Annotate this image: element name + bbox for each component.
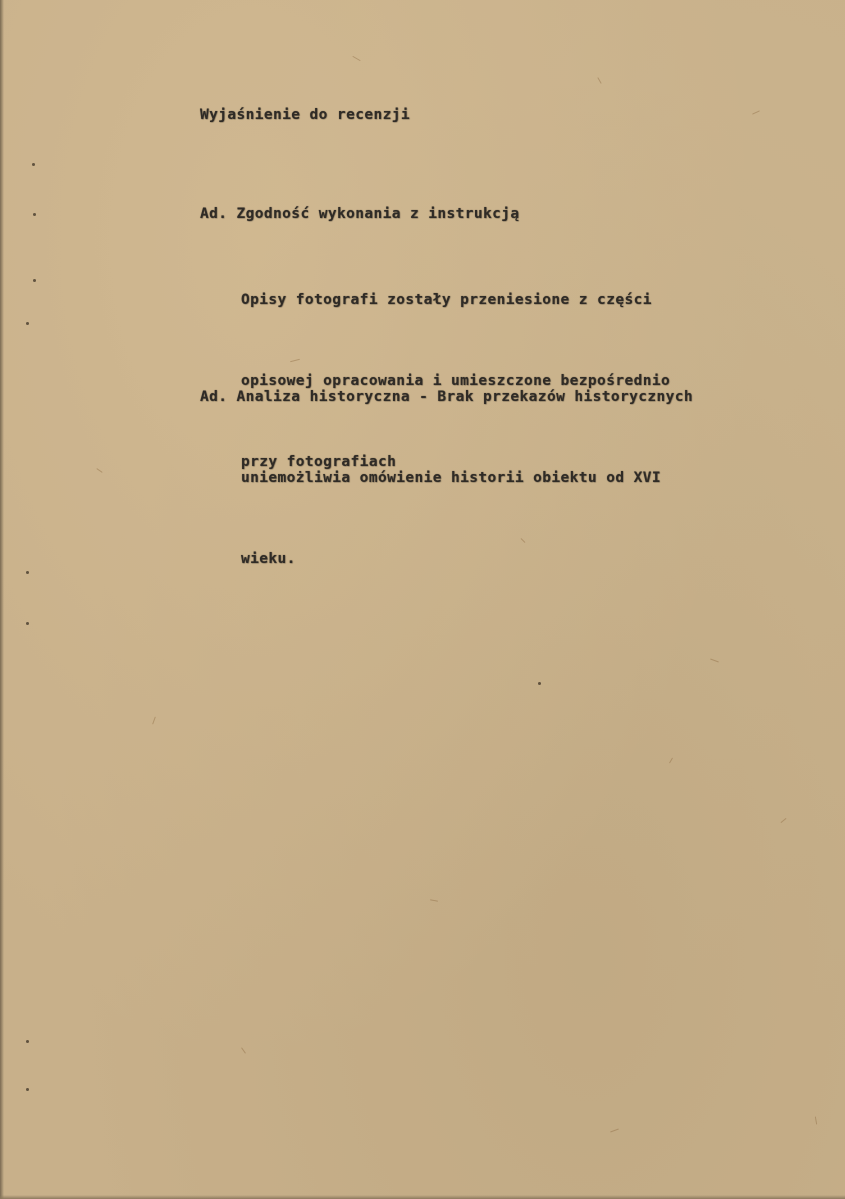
page-left-edge xyxy=(0,0,4,1199)
section-2-body xyxy=(241,411,661,627)
section-1-body-line: przy fotografiach xyxy=(241,454,397,470)
section-1-body-line: Opisy fotografi zostały przeniesione z części xyxy=(241,292,652,308)
section-1-prefix: Ad. xyxy=(200,206,228,222)
margin-dot xyxy=(32,163,35,166)
section-2-body-line: uniemożliwia omówienie historii obiektu od XVI xyxy=(241,470,661,486)
paper-fiber xyxy=(610,1128,619,1132)
paper-fiber xyxy=(241,1047,246,1053)
margin-dot xyxy=(33,213,36,216)
section-2-first-line: Analiza historyczna - Brak przekazów historycznych xyxy=(236,389,694,405)
margin-dot xyxy=(26,322,29,325)
paper-fiber xyxy=(710,658,719,662)
paper-fiber xyxy=(669,758,673,764)
paper-fiber xyxy=(96,468,102,473)
margin-dot xyxy=(26,1040,29,1043)
section-1-title-line xyxy=(200,201,520,228)
section-2-body-line: wieku. xyxy=(241,551,296,567)
paper-fiber xyxy=(752,110,760,114)
section-1-body-line: opisowej opracowania i umieszczone bezpośrednio xyxy=(241,373,671,389)
section-1-title: Zgodność wykonania z instrukcją xyxy=(236,206,520,222)
page-bottom-edge xyxy=(0,1195,845,1199)
margin-dot xyxy=(26,1088,29,1091)
section-2-prefix: Ad. xyxy=(200,389,228,405)
paper-fiber xyxy=(597,77,601,84)
margin-dot xyxy=(26,622,29,625)
paper-fiber xyxy=(780,818,786,823)
document-heading: Wyjaśnienie do recenzji xyxy=(200,107,410,123)
margin-dot xyxy=(33,279,36,282)
paper-fiber xyxy=(352,56,360,61)
margin-dot xyxy=(26,571,29,574)
section-2-title-line xyxy=(200,384,693,411)
paper-fiber xyxy=(815,1116,817,1124)
paper-fiber xyxy=(152,717,156,725)
margin-dot xyxy=(538,682,541,685)
paper-fiber xyxy=(430,899,438,901)
